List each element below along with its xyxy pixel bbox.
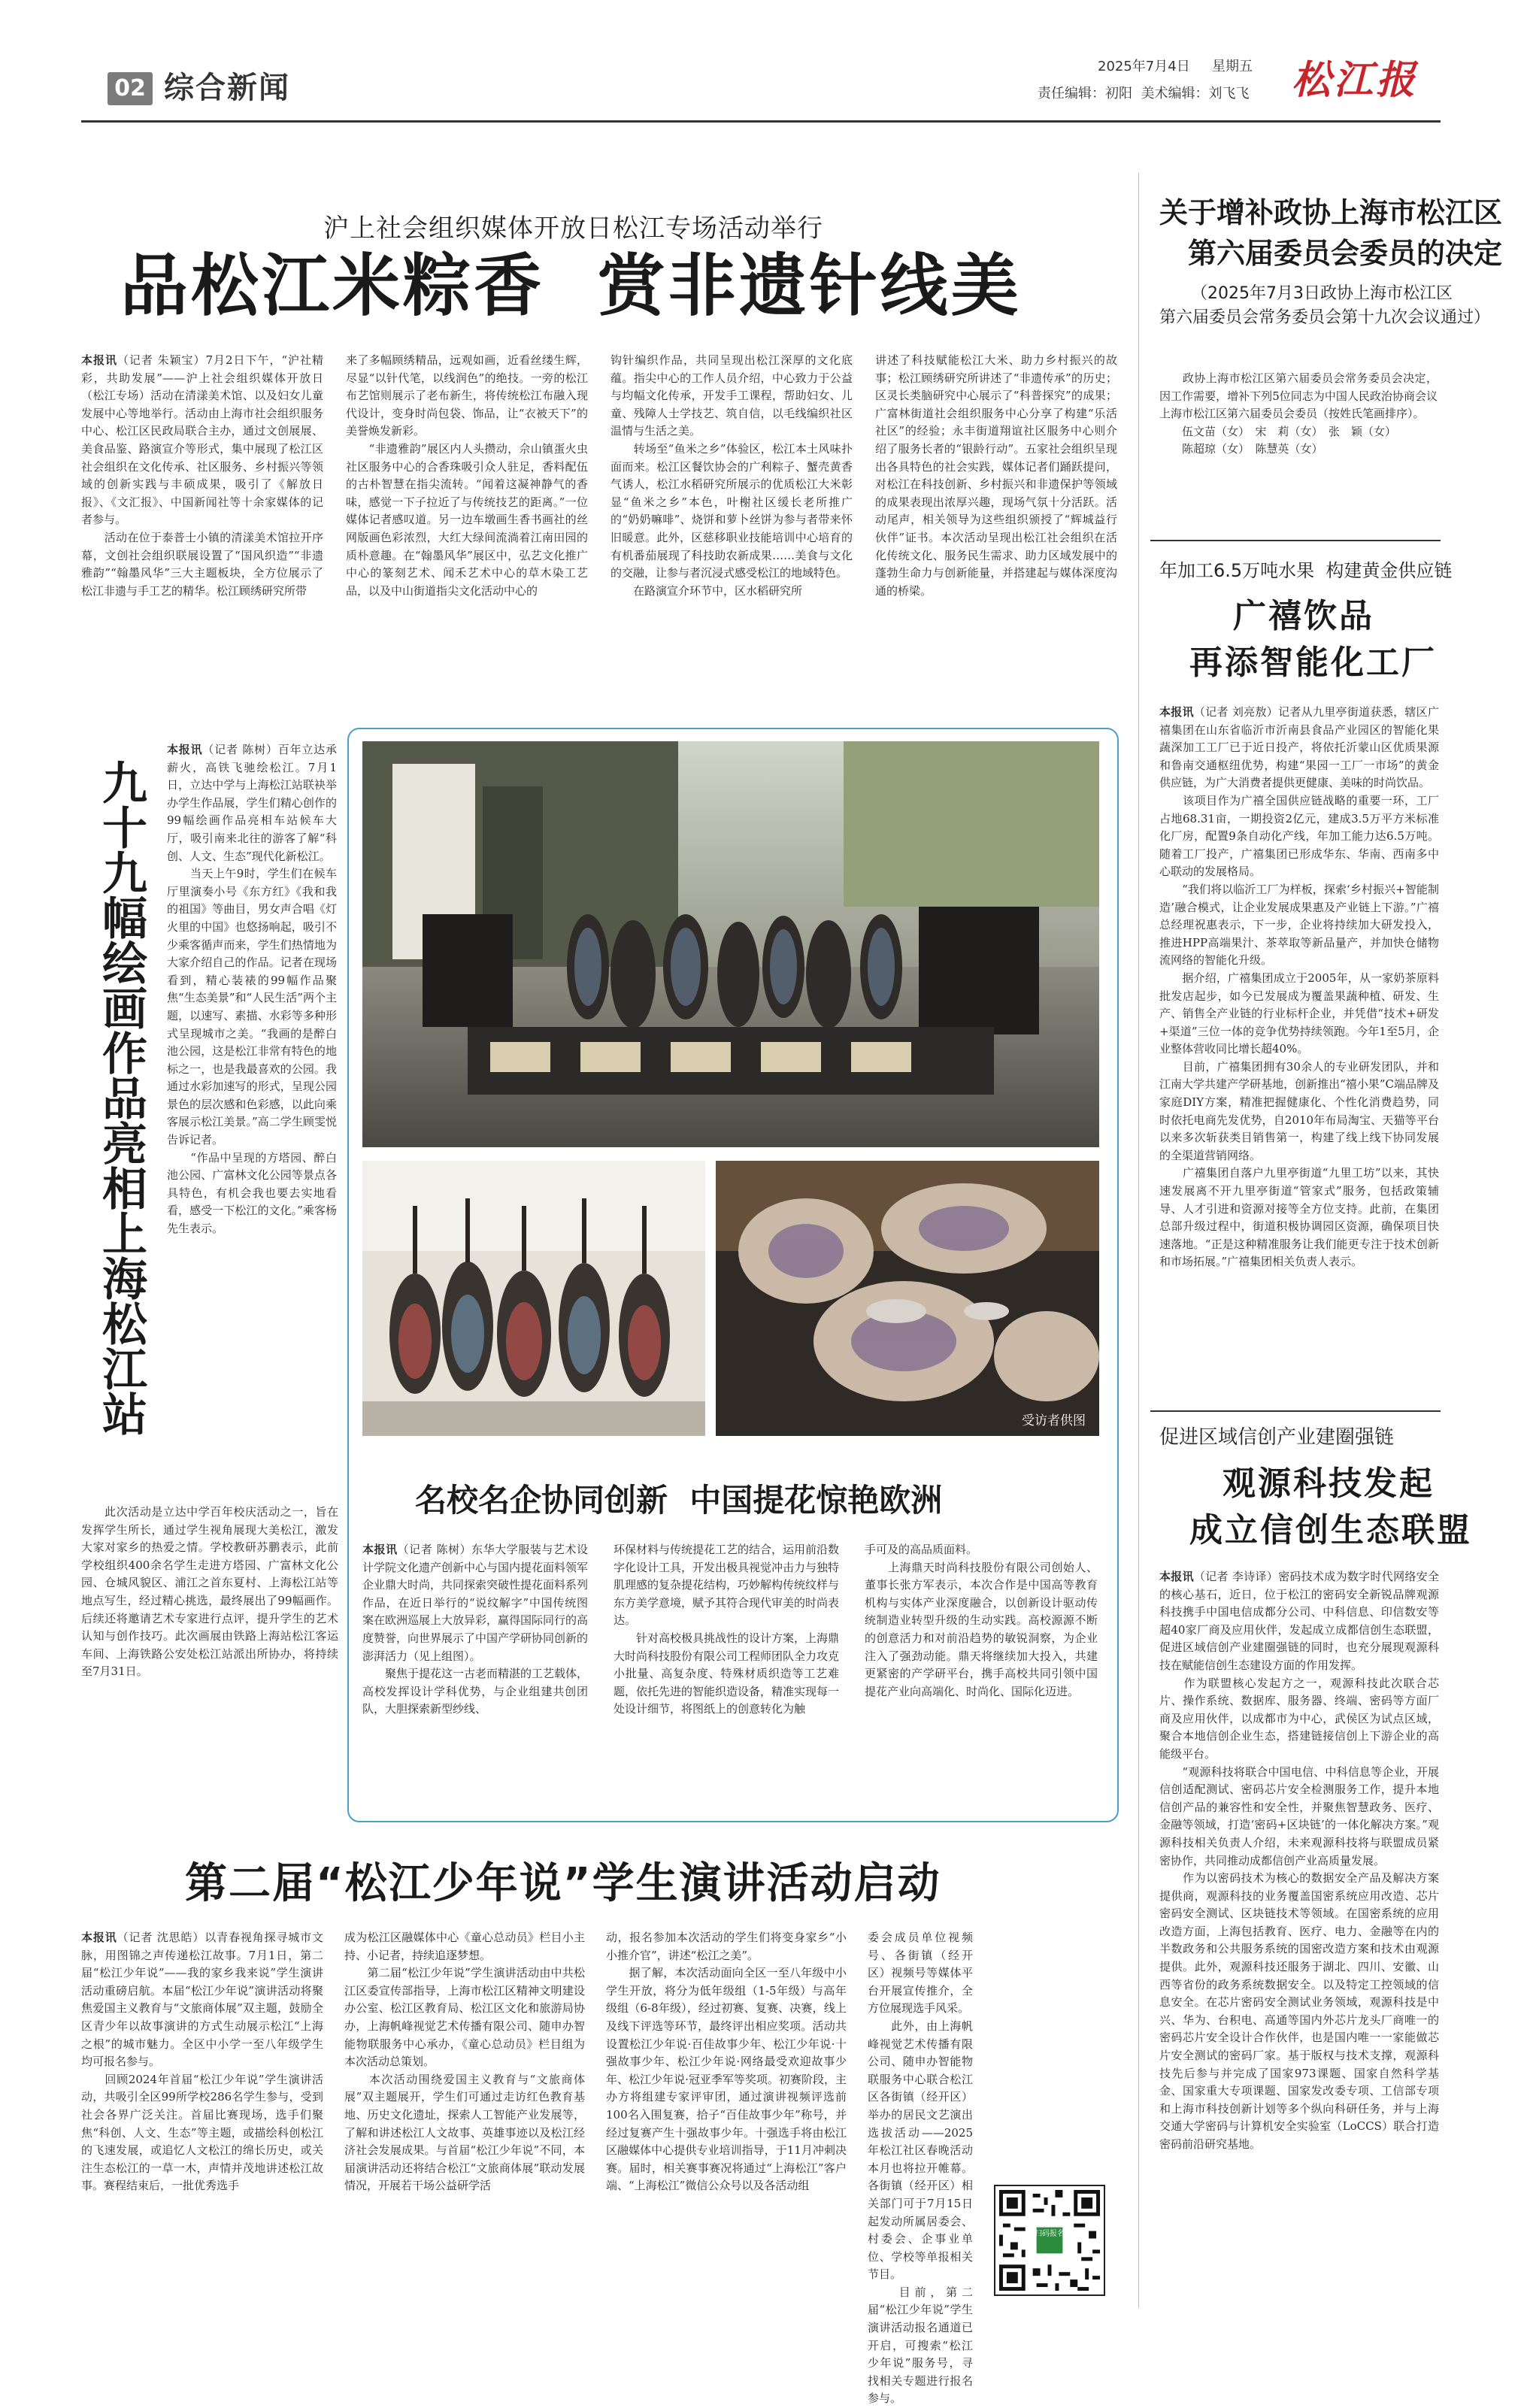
guangxi-body: 本报讯（记者 刘亮敖）记者从九里亭街道获悉，辖区广禧集团在山东省临沂市沂南县食品产业园区的智能化果蔬深加工工厂已于近日投产，将依托沂蒙山区优质果源和鲁南交通枢纽优势，构建“果园一工厂一市场”的黄金供应链，为广大消费者提供更健康、美味的时尚饮品。 该项目作为广禧全国供应链战略的重要一环，工厂占地68.31亩，一期投资2亿元，建成3.5万平方米标准化厂房，配置9条自动化产线，年加工能力达6.5万吨。随着工厂投产，广禧集团已形成华东、华南、西南多中心联动的发展格局。 “我们将以临沂工厂为样板，探索‘乡村振兴+智能制造’融合模式，让企业发展成果惠及产业链上下游。”广禧总经理祝惠表示，下一步，企业将持续加大研发投入，推进HPP高端果汁、茶萃取等新品量产，并加快仓储物流网络的智能化升级。 据介绍，广禧集团成立于2005年，从一家奶茶原料批发店起步，如今已发展成为覆盖果蔬种植、研发、生产、销售全产业链的行业标杆企业，并凭借“技术+研发+渠道”三位一体的竞争优势持续领跑。今年1至5月，企业整体营收同比增长超40%。 目前，广禧集团拥有30余人的专业研发团队，并和江南大学共建产学研基地，创新推出“禧小果”C端品牌及家庭DIY方案，精准把握健康化、个性化消费趋势，同时依托电商先发优势，自2010年布局淘宝、天猫等平台以来多次斩获类目销售第一，构建了线上线下协同发展的全渠道营销网络。 广禧集团自落户九里亭街道“九里工坊”以来，其快速发展离不开九里亭街道“管家式”服务，包括政策辅导、人才引进和资源对接等全方位支持。此前，在集团总部升级过程中，街道积极协调园区资源，确保项目快速落地。“正是这种精准服务让我们能更专注于技术创新和市场拓展。”广禧集团相关负责人表示。 <box>1159 705 1439 1269</box>
masthead-rule <box>81 120 1441 123</box>
jacquard-col-3: 手可及的高品质面料。 上海鼎天时尚科技股份有限公司创始人、董事长张方军表示，本次合作是中国高等教育机构与实体产业深度融合，以创新设计驱动传统制造业转型升级的生动实践。高校源源不断的创意活力和对前沿趋势的敏锐洞察，为企业注入了强劲动能。鼎天将继续加大投入，共建更紧密的产学研平台，携手高校共同引领中国提花产业向高端化、时尚化、国际化迈进。 <box>865 1543 1098 1698</box>
qr-caption: 扫码报名 <box>1035 2230 1065 2238</box>
exhibit-photo-left <box>362 1161 705 1436</box>
sidebar-rule-2 <box>1150 1410 1441 1412</box>
painting-col-top: 本报讯（记者 陈树）百年立达承薪火，高铁飞驰绘松江。7月1日，立达中学与上海松江站联袂举办学生作品展，学生们精心创作的99幅绘画作品亮相车站候车大厅，吸引南来北往的游客了解“科创、人文、生态”现代化新松江。 当天上午9时，学生们在候车厅里演奏小号《东方红》《我和我的祖国》等曲目，男女声合唱《灯火里的中国》也悠扬响起，吸引不少乘客循声而来，学生们热情地为大家介绍自己的作品。记者在现场看到，精心装裱的99幅作品聚焦“生态美景”和“人民生活”两个主题，以速写、素描、水彩等多种形式呈现城市之美。“我画的是醉白池公园，这是松江非常有特色的地标之一，也是我最喜欢的公园。我通过水彩加速写的形式，呈现公园景色的层次感和色彩感，以此向乘客展示松江美景。”高二学生顾雯悦告诉记者。 “作品中呈现的方塔园、醉白池公园、广富林文化公园等景点各具特色，有机会我也要去实地看看，感受一下松江的文化。”乘客杨先生表示。 <box>167 743 337 1236</box>
guangxi-headline-2: 再添智能化工厂 <box>1189 644 1437 682</box>
youth-col-2: 成为松江区融媒体中心《童心总动员》栏目小主持、小记者，持续追逐梦想。 第二届“松江少年说”学生演讲活动由中共松江区委宣传部指导，上海市松江区精神文明建设办公室、松江区教育局、松江区文化和旅游局协办，上海帆峰视觉艺术传播有限公司、随申办智能物联服务中心承办，《童心总动员》栏目组为本次活动总策划。 本次活动围绕爱国主义教育与“文旅商体展”双主题展开，学生们可通过走访红色教育基地、历史文化遗址，探索人工智能产业发展等，了解和讲述松江人文故事、英雄事迹以及松江经济社会发展成果。与首届“松江少年说”不同，本届演讲活动还将结合松江“文旅商体展”联动发展情况，开展若干场公益研学活 <box>344 1931 585 2193</box>
exhibit-photo-top <box>362 741 1099 1147</box>
issue-weekday: 星期五 <box>1212 59 1253 74</box>
xinchuang-headline-1: 观源科技发起 <box>1223 1464 1435 1503</box>
main-kicker: 沪上社会组织媒体开放日松江专场活动举行 <box>323 214 823 244</box>
main-col-3: 钩针编织作品，共同呈现出松江深厚的文化底蕴。指尖中心的工作人员介绍，中心致力于公益与均幅文化传承，开发手工课程，帮助妇女、儿童、残障人士学技艺、筑自信，以毛线编织社区温情与生活之美。 转场至“鱼米之乡”体验区，松江本土风味扑面而来。松江区餐饮协会的广利粽子、蟹壳黄香气诱人，松江水稻研究所展示的优质松江大米彰显“鱼米之乡”本色，叶榭社区缓长老所推广的“奶奶嘛啡”、烧饼和萝卜丝饼为参与者带来怀旧暖意。此外，区慈移职业技能培训中心培育的有机番茄展现了科技助农新成果……美食与文化的交融，让参与者沉浸式感受松江的地域特色。 在路演宣介环节中，区水稻研究所 <box>610 353 853 598</box>
sidebar-divider <box>1138 173 1139 2308</box>
decision-headline-2: 第六届委员会委员的决定 <box>1188 237 1503 270</box>
painting-col-bottom: 此次活动是立达中学百年校庆活动之一，旨在发挥学生所长，通过学生视角展现大美松江，激发大家对家乡的热爱之情。学校教研苏鹏表示，此前学校组织400余名学生走进方塔园、广富林文化公园、仓城风貌区、浦江之首东夏村、上海松江站等地点写生，经过精心挑选，最终展出了99幅画作。后续还将邀请艺术专家进行点评，提升学生的艺术认知与创作技巧。此次画展由铁路上海站松江客运车间、上海铁路公安处松江站派出所协办，将持续至7月31日。 <box>81 1505 338 1679</box>
jacquard-headline: 名校名企协同创新 中国提花惊艳欧洲 <box>415 1482 943 1519</box>
jacquard-col-1: 本报讯（记者 陈树）东华大学服装与艺术设计学院文化遗产创新中心与国内提花面料领军企业鼎大时尚，共同探索突破性提花面料系列作品，在近日举行的“说纹解字”中国传统图案在欧洲巡展上大放异彩，赢得国际同行的高度赞誉，向世界展示了中国产学研协同创新的澎湃活力（见上组图）。 聚焦于提花这一古老而精湛的工艺载体，高校发挥设计学科优势，与企业组建共创团队，大胆探索新型纱线、 <box>362 1543 589 1716</box>
decision-subtitle-1: （2025年7月3日政协上海市松江区 <box>1191 284 1453 303</box>
decision-subtitle-2: 第六届委员会常务委员会第十九次会议通过） <box>1159 308 1491 327</box>
signup-qr-code[interactable] <box>994 2185 1105 2296</box>
decision-body: 政协上海市松江区第六届委员会常务委员会决定，因工作需要，增补下列5位同志为中国人民政治协商会议上海市松江区第六届委员会委员（按姓氏笔画排序）。 伍文苗（女） 宋 莉（女） 张 颖（女） 陈超琼（女） 陈慧英（女） <box>1159 371 1438 456</box>
youth-headline: 第二届“松江少年说”学生演讲活动启动 <box>185 1859 941 1908</box>
issue-date: 2025年7月4日 <box>1098 59 1190 74</box>
xinchuang-headline-2: 成立信创生态联盟 <box>1189 1511 1472 1549</box>
painting-headline: 九十九幅绘画作品亮相上海松江站 <box>95 759 147 1436</box>
jacquard-col-2: 环保材料与传统提花工艺的结合，运用前沿数字化设计工具，开发出极具视觉冲击力与独特肌理感的复杂提花结构，巧妙解构传统纹样与东方美学意境，赋予其符合现代审美的时尚表达。 针对高校极具挑战性的设计方案，上海鼎大时尚科技股份有限公司工程师团队全力攻克小批量、高复杂度、特殊材质织造等工艺难题，依托先进的智能织造设备，精准实现每一处设计细节，将图纸上的创意转化为触 <box>614 1543 840 1716</box>
editor-credits: 责任编辑：初阳 美术编辑：刘飞飞 <box>1038 86 1250 101</box>
youth-col-1: 本报讯（记者 沈思皓）以青春视角探寻城市文脉，用图锦之声传递松江故事。7月1日，第二届“松江少年说”——我的家乡我来说”学生演讲活动重磅启航。本届“松江少年说”演讲活动将聚焦爱国主义教育与“文旅商体展”双主题，鼓励全区青少年以故事演讲的方式生动展示松江“上海之根”的城市魅力。全区中小学一至八年级学生均可报名参与。 回顾2024年首届“松江少年说”学生演讲活动，共吸引全区99所学校286名学生参与，受到社会各界广泛关注。首届比赛现场，选手们聚焦“科创、人文、生态”等主题，或描绘科创松江的飞速发展，或追忆人文松江的绵长历史，或关注生态松江的一草一木，声情并茂地讲述松江故事。赛程结束后，一批优秀选手 <box>81 1931 323 2193</box>
xinchuang-kicker: 促进区域信创产业建圈强链 <box>1159 1426 1395 1449</box>
sidebar-rule-1 <box>1150 540 1441 541</box>
youth-col-4: 委会成员单位视频号、各街镇（经开区）视频号等媒体平台开展宣传推介，全方位展现选手风采。 此外，由上海帆峰视觉艺术传播有限公司、随申办智能物联服务中心联合松江区各街镇（经开区）举办的居民文艺演出选拔活动——2025年松江社区春晚活动本月也将拉开帷幕。各街镇（经开区）相关部门可于7月15日起发动所属居委会、村委会、企事业单位、学校等单报相关节目。 目前，第二届“松江少年说”学生演讲活动报名通道已开启，可搜索“松江少年说”服务号，寻找相关专题进行报名参与。 <box>868 1931 973 2406</box>
main-col-4: 讲述了科技赋能松江大米、助力乡村振兴的故事；松江顾绣研究所讲述了“非遗传承”的历史；区灵长类脑研究中心展示了“科普探究”的成果；广富林街道社会组织服务中心分享了构建“乐活社区”的经验；永丰街道翔谊社区服务中心则介绍了服务长者的“银龄行动”。五家社会组织呈现出各具特色的社会实践，媒体记者们踊跃提问，对松江在科技创新、乡村振兴和非遗保护等领域的成果表现出浓厚兴趣，现场气氛十分活跃。活动尾声，相关领导为这些组织颁授了“辉城益行伙伴”证书。本次活动呈现出松江社会组织在活化传统文化、服务民生需求、助力区域发展中的蓬勃生命力与创新能量，并搭建起与媒体深度沟通的桥梁。 <box>875 353 1117 598</box>
youth-col-3: 动，报名参加本次活动的学生们将变身家乡“小小推介官”，讲述“松江之美”。 据了解，本次活动面向全区一至八年级中小学生开放，将分为低年级组（1-5年级）与高年级组（6-8年级），经过初赛、复赛、决赛，线上及线下评选等环节，最终评出相应奖项。活动共设置松江少年说·百佳故事少年、松江少年说·十强故事少年、松江少年说·网络最受欢迎故事少年、松江少年说·冠亚季军等奖项。初赛阶段，主办方将组建专家评审团，通过演讲视频评选前100名入围复赛，拾子“百佳故事少年”称号，并经过复赛产生十强故事少年。十强选手将由松江区融媒体中心提供专业培训指导，于11月冲刺决赛。届时，相关赛事赛况将通过“上海松江”客户端、“上海松江”微信公众号以及各活动组 <box>606 1931 847 2193</box>
main-headline: 品松江米粽香 赏非遗针线美 <box>120 247 1022 326</box>
main-col-2: 来了多幅顾绣精品，远观如画，近看丝缕生辉，尽显“以针代笔，以线润色”的绝技。一旁的松江布艺馆则展示了老布新生，将传统松江布融入现代设计，变身时尚包袋、饰品，让“衣被天下”的美誉焕发新彩。 “非遗雅韵”展区内人头攒动，佘山镇蛋火虫社区服务中心的合香珠吸引众人驻足，香料配伍的古朴智慧在指尖流转。“闻着这凝神静气的香味，感觉一下子拉近了与传统技艺的距离。”一位媒体记者感叹道。另一边车墩画生香书画社的丝网版画色彩浓烈，大红大绿间流淌着江南田园的质朴意趣。在“翰墨风华”展区中，弘艺文化推广中心的篆刻艺术、闻禾艺术中心的草木染工艺品，以及中山街道指尖文化活动中心的 <box>346 353 588 598</box>
decision-headline-1: 关于增补政协上海市松江区 <box>1159 196 1503 229</box>
guangxi-kicker: 年加工6.5万吨水果 构建黄金供应链 <box>1159 560 1453 581</box>
guangxi-headline-1: 广禧饮品 <box>1233 597 1374 635</box>
main-col-1: 本报讯（记者 朱颖宝）7月2日下午，“沪社精彩，共助发展”——沪上社会组织媒体开放日（松江专场）活动在清漾美术馆、以及妇女儿童发展中心等地举行。活动由上海市社会组织服务中心、松江区民政局联合主办，通过文创展展、美食品鉴、路演宣介等形式，集中展现了松江区社会组织在文化传承、社区服务、乡村振兴等领域的创新实践与丰硕成果，吸引了《解放日报》、《文汇报》、中国新闻社等十余家媒体的记者参与。 活动在位于泰普士小镇的清漾美术馆拉开序幕，文创社会组织联展设置了“国风织造”“非遗雅韵”“翰墨风华”三大主题板块，全方位展示了松江非遗与手工艺的精华。松江顾绣研究所带 <box>81 353 323 598</box>
exhibit-photo-right <box>716 1161 1099 1436</box>
photo-credit: 受访者供图 <box>1022 1413 1086 1428</box>
paper-logo: 松江报 <box>1292 57 1419 103</box>
xinchuang-body: 本报讯（记者 李诗译）密码技术成为数字时代网络安全的核心基石，近日，位于松江的密码安全新锐品牌观源科技携手中国电信成都分公司、中科信息、印信数安等超40家厂商及应用伙伴，发起成立成都信创生态联盟，促进区域信创产业建圈强链的同时，也充分展现观源科技在赋能信创生态建设方面的作用发挥。 作为联盟核心发起方之一，观源科技此次联合芯片、操作系统、数据库、服务器、终端、密码等方面厂商及应用伙伴，以成都市为中心，武侯区为试点区域，聚合本地信创企业生态，搭建链接信创上下游企业的高能级平台。 “观源科技将联合中国电信、中科信息等企业，开展信创适配测试、密码芯片安全检测服务工作，提升本地信创产品的兼容性和安全性，并聚焦智慧政务、医疗、金融等领域，打造‘密码+区块链’的一体化解决方案。”观源科技相关负责人介绍，未来观源科技将与联盟成员紧密协作，共同推动成都信创产业高质量发展。 作为以密码技术为核心的数据安全产品及解决方案提供商，观源科技的业务覆盖国密系统应用改造、芯片密码安全测试、区块链技术等领域。在国密系统的应用改造方面，上海包括教育、医疗、电力、金融等在内的半数政务和公共服务系统的国密改造方案和技术由观源提供。此外，观源科技还服务于湖北、四川、安徽、山西等省份的政务系统数据安全。以及特定工控领域的信息安全。在芯片密码安全测试业务领域，观源科技是中兴、华为、台积电、高通等国内外芯片龙头厂商唯一的密码芯片安全设计合作伙伴，也是国内唯一一家能做芯片安全测试的密码厂家。基于版权与技术支撑，观源科技先后参与并完成了国家973课题、国家自然科学基金、国家重大专项课题、国家发改委专项、工信部专项和上海市科技创新计划等多个纵向科研任务，并与上海交通大学密码与计算机安全实验室（LoCCS）联合打造密码前沿研究基地。 <box>1159 1570 1439 2151</box>
page-number: 02 <box>114 75 146 101</box>
section-name: 综合新闻 <box>164 71 290 105</box>
